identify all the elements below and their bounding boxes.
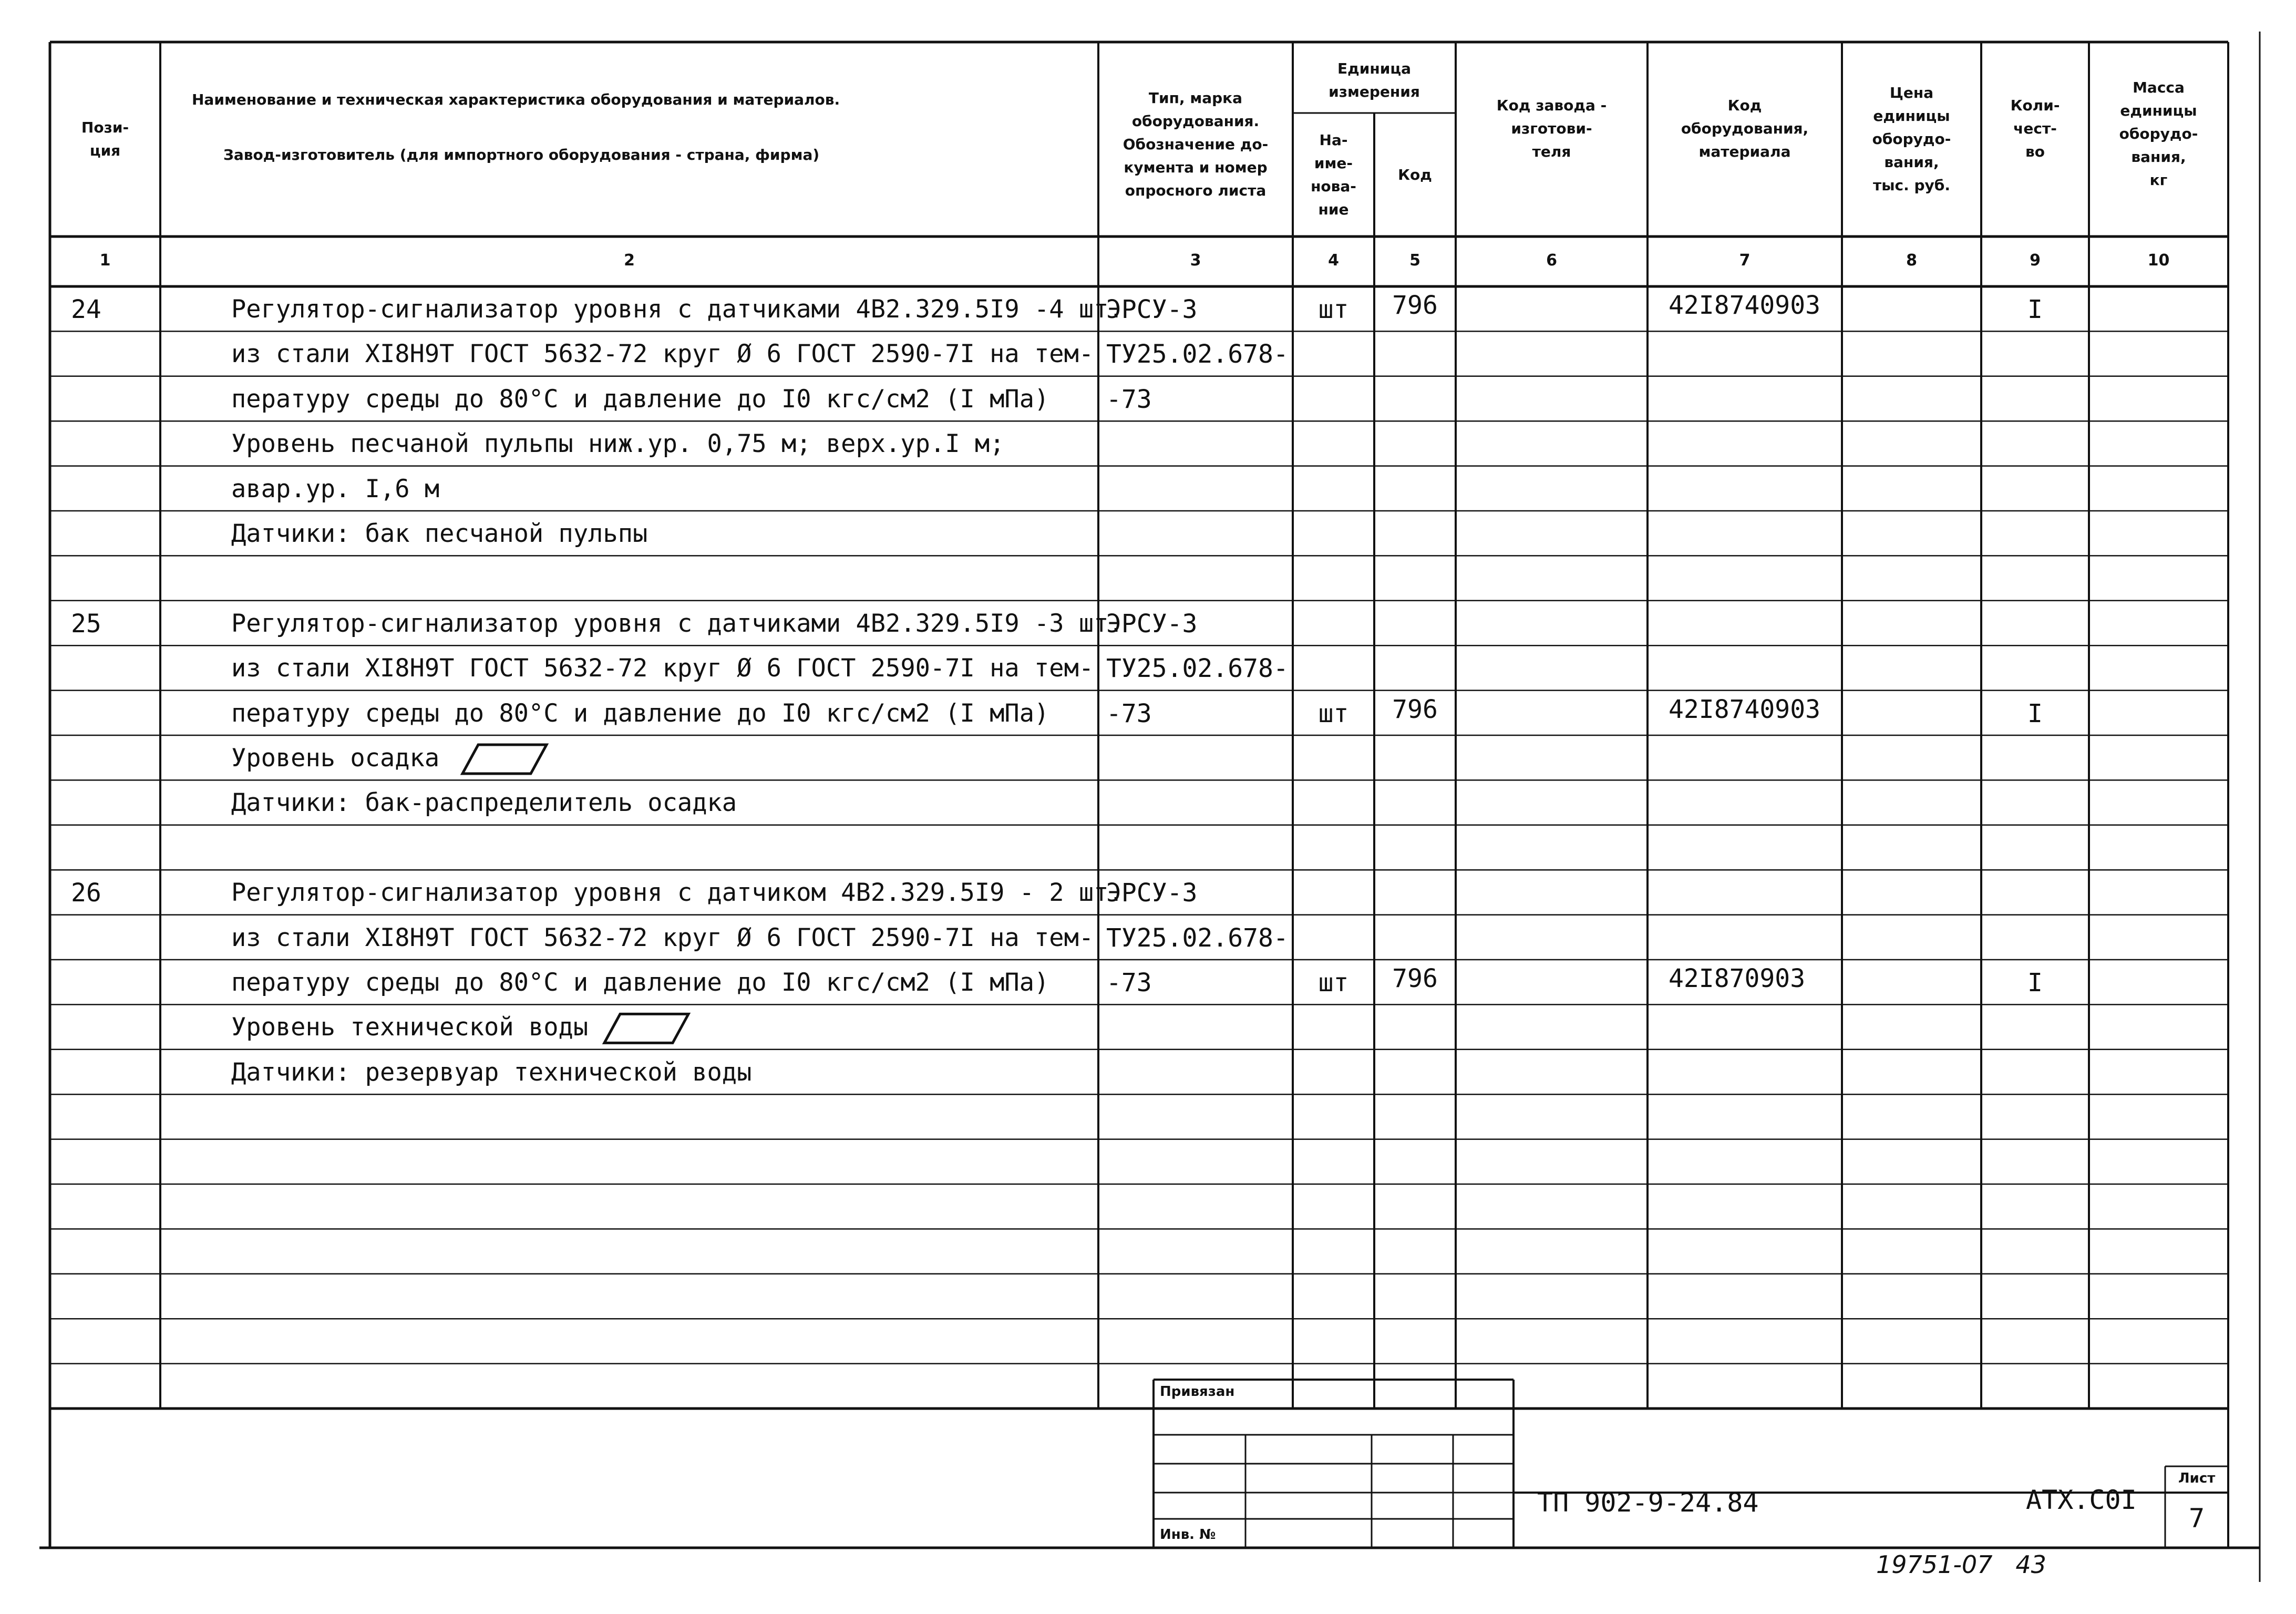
header-equip-code: Код оборудования, материала: [1681, 97, 1809, 160]
row-unit-code: 796: [1392, 694, 1438, 724]
header-factory-code: Код завода - изготови- теля: [1496, 97, 1607, 160]
row-name: Уровень осадка: [231, 744, 440, 773]
column-number: 4: [1328, 251, 1339, 270]
row-type: ЭРСУ-3: [1106, 878, 1198, 908]
row-type: ТУ25.02.678-: [1106, 340, 1289, 369]
column-number: 9: [2030, 251, 2041, 270]
level-symbol-icon: [604, 1014, 688, 1043]
row-type: ТУ25.02.678-: [1106, 923, 1289, 953]
header-type: Тип, марка оборудования. Обозначение до- кумента и номер опросного листа: [1123, 89, 1269, 199]
titleblock-inv: Инв. №: [1160, 1527, 1216, 1543]
column-number: 8: [1906, 251, 1917, 270]
row-name: Датчики: бак-распределитель осадка: [231, 788, 737, 818]
column-number: 5: [1409, 251, 1420, 270]
header-unit-name: На- име- нова- ние: [1311, 131, 1356, 218]
level-symbol-icon: [462, 745, 547, 774]
row-name: Датчики: бак песчаной пульпы: [231, 519, 648, 548]
column-number: 2: [624, 251, 635, 270]
row-equip-code: 42I870903: [1669, 964, 1806, 993]
row-unit: шт: [1318, 968, 1349, 998]
header-name-line2: Завод-изготовитель (для импортного оборудования - страна, фирма): [223, 146, 820, 163]
header-name-line1: Наименование и техническая характеристика оборудования и материалов.: [192, 91, 840, 108]
row-name: Уровень технической воды: [231, 1013, 589, 1042]
row-name: Регулятор-сигнализатор уровня с датчиками 4В2.329.5I9 -4 шт.: [231, 295, 1124, 324]
column-number: 7: [1739, 251, 1751, 270]
column-number: 10: [2147, 251, 2170, 270]
row-name: авар.ур. I,6 м: [231, 474, 440, 503]
row-name: Регулятор-сигнализатор уровня с датчиками 4В2.329.5I9 -3 шт.: [231, 609, 1124, 638]
header-position: Пози- ция: [81, 119, 129, 159]
row-name: из стали XI8Н9Т ГОСТ 5632-72 круг Ø 6 ГОСТ 2590-7I на тем-: [231, 923, 1094, 952]
row-quantity: I: [2027, 698, 2043, 728]
row-unit-code: 796: [1392, 964, 1438, 993]
row-name: Уровень песчаной пульпы ниж.ур. 0,75 м; верх.ур.I м;: [231, 429, 1005, 459]
row-name: Датчики: резервуар технической воды: [231, 1057, 752, 1087]
titleblock-privyazan: Привязан: [1160, 1384, 1235, 1400]
header-qty: Коли- чест- во: [2010, 97, 2060, 160]
row-name: пературу среды до 80°С и давление до I0 кгс/см2 (I мПа): [231, 384, 1049, 414]
handwritten-inventory: 19751-07 43: [1876, 1550, 2046, 1579]
row-type: -73: [1106, 384, 1152, 414]
drawing-mark: АТХ.С0I: [2026, 1485, 2137, 1515]
row-unit: шт: [1318, 698, 1349, 728]
row-type: ЭРСУ-3: [1106, 609, 1198, 639]
row-type: -73: [1106, 698, 1152, 728]
row-position: 25: [71, 609, 101, 639]
row-name: пературу среды до 80°С и давление до I0 кгс/см2 (I мПа): [231, 698, 1049, 728]
row-position: 24: [71, 295, 101, 324]
row-name: пературу среды до 80°С и давление до I0 кгс/см2 (I мПа): [231, 968, 1049, 997]
row-unit-code: 796: [1392, 291, 1438, 320]
doc-code: ТП 902-9-24.84: [1537, 1487, 1759, 1518]
header-unit-code: Код: [1398, 166, 1432, 183]
header-mass: Масса единицы оборудо- вания, кг: [2119, 79, 2198, 189]
header-unit-group: Единица измерения: [1329, 59, 1420, 100]
row-quantity: I: [2027, 295, 2043, 324]
row-name: из стали XI8Н9Т ГОСТ 5632-72 круг Ø 6 ГОСТ 2590-7I на тем-: [231, 654, 1094, 683]
header-price: Цена единицы оборудо- вания, тыс. руб.: [1872, 84, 1951, 194]
column-number: 3: [1190, 251, 1201, 270]
column-number: 6: [1546, 251, 1557, 270]
row-equip-code: 42I8740903: [1669, 291, 1820, 320]
row-equip-code: 42I8740903: [1669, 694, 1820, 724]
sheet-label: Лист: [2178, 1471, 2216, 1486]
row-name: Регулятор-сигнализатор уровня с датчиком 4В2.329.5I9 - 2 шт.: [231, 878, 1124, 908]
row-type: ЭРСУ-3: [1106, 295, 1198, 324]
row-type: -73: [1106, 968, 1152, 998]
row-unit: шт: [1318, 295, 1349, 324]
column-number: 1: [99, 251, 111, 270]
row-name: из стали XI8Н9Т ГОСТ 5632-72 круг Ø 6 ГОСТ 2590-7I на тем-: [231, 340, 1094, 369]
row-position: 26: [71, 878, 101, 908]
sheet-number: 7: [2189, 1503, 2205, 1534]
row-quantity: I: [2027, 968, 2043, 998]
row-type: ТУ25.02.678-: [1106, 654, 1289, 684]
